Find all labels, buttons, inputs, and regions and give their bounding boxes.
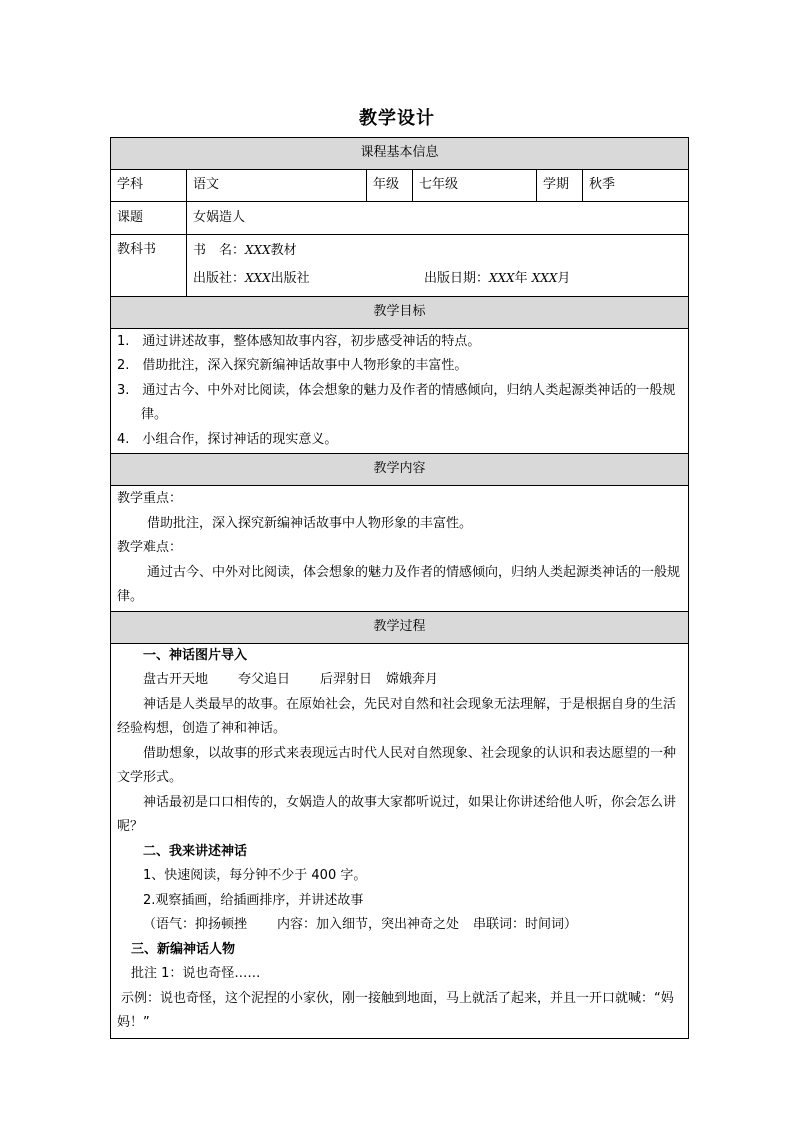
process-body — [111, 643, 689, 1038]
book-name-value: XXX — [245, 243, 271, 257]
book-name-label: 书 名： — [193, 243, 246, 258]
objectives-row — [111, 328, 689, 454]
basic-info-header: 课程基本信息 — [111, 138, 689, 170]
process-header: 教学过程 — [111, 611, 689, 643]
myth-item: 嫦娥奔月 — [386, 672, 439, 687]
objectives-list — [111, 328, 689, 454]
objective-item: 4. 小组合作，探讨神话的现实意义。 — [117, 431, 338, 447]
section-2-step: 1、快速阅读，每分钟不少于 400 字。 — [143, 868, 367, 883]
pubdate-label: 出版日期： — [423, 270, 489, 286]
myth-item: 盘古开天地 — [143, 672, 209, 687]
book-name-suffix: 教材 — [270, 243, 297, 258]
process-row — [111, 643, 689, 1038]
subject-row — [111, 170, 689, 202]
textbook-info — [187, 235, 689, 297]
publisher-value: XXX — [245, 270, 271, 285]
textbook-label: 教科书 — [111, 235, 187, 297]
term-label: 学期 — [537, 170, 583, 202]
section-1-paragraph: 神话是人类最早的故事。在原始社会，先民对自然和社会现象无法理解，于是根据自身的生活经验构想，创造了神和神话。 — [117, 696, 677, 736]
difficult-point-label: 教学难点： — [117, 540, 183, 555]
key-point-text: 借助批注，深入探究新编神话故事中人物形象的丰富性。 — [147, 515, 473, 531]
objective-item: 3. 通过古今、中外对比阅读，体会想象的魅力及作者的情感倾向，归纳人类起源类神话的一般规律。 — [117, 382, 676, 422]
topic-label: 课题 — [111, 202, 187, 235]
publisher-suffix: 出版社 — [270, 270, 310, 286]
tone-note: （语气：抑扬顿挫 — [143, 917, 248, 932]
pub-year-value: XXX — [488, 270, 515, 285]
difficult-point-text: 通过古今、中外对比阅读，体会想象的魅力及作者的情感倾向，归纳人类起源类神话的一般规律。 — [117, 564, 681, 604]
section-1-paragraph: 神话最初是口口相传的，女娲造人的故事大家都听说过，如果让你讲述给他人听，你会怎么讲呢？ — [117, 794, 677, 834]
textbook-row — [111, 235, 689, 297]
objective-item: 1. 通过讲述故事，整体感知故事内容，初步感受神话的特点。 — [117, 333, 481, 349]
topic-row — [111, 202, 689, 235]
content-header: 教学内容 — [111, 454, 689, 486]
myth-item: 夸父追日 — [238, 672, 291, 687]
publisher-label: 出版社： — [193, 270, 246, 286]
page-title: 教学设计 — [359, 108, 435, 129]
connector-note: 串联词：时间词） — [473, 917, 578, 932]
section-2-notes — [117, 913, 682, 938]
pub-year-suffix: 年 — [514, 270, 532, 286]
subject-value: 语文 — [187, 170, 367, 202]
grade-label: 年级 — [367, 170, 413, 202]
example-paragraph: 示例：说也奇怪，这个泥捏的小家伙，刚一接触到地面，马上就活了起来，并且一开口就喊：“妈妈！” — [117, 990, 674, 1030]
content-note: 内容：加入细节，突出神奇之处 — [277, 917, 460, 932]
book-name-line — [193, 238, 682, 264]
section-2-title: 二、我来讲述神话 — [143, 843, 248, 859]
section-1-title: 一、神话图片导入 — [143, 647, 248, 663]
pub-month-value: XXX — [531, 270, 558, 285]
section-3-title: 三、新编神话人物 — [131, 941, 236, 957]
key-point-label: 教学重点： — [117, 491, 183, 506]
objectives-header: 教学目标 — [111, 296, 689, 328]
content-body — [111, 486, 689, 612]
term-value: 秋季 — [583, 170, 689, 202]
content-row — [111, 486, 689, 612]
myth-item: 后羿射日 — [320, 672, 373, 687]
objective-item: 2. 借助批注，深入探究新编神话故事中人物形象的丰富性。 — [117, 358, 468, 373]
section-2-step: 2.观察插画，给插画排序，并讲述故事 — [143, 892, 364, 908]
annotation-1: 批注 1：说也奇怪…… — [131, 966, 261, 981]
pub-month-suffix: 月 — [557, 270, 571, 286]
section-1-paragraph: 借助想象，以故事的形式来表现远古时代人民对自然现象、社会现象的认识和表达愿望的一种文学形式。 — [117, 745, 677, 785]
lesson-plan-table — [110, 137, 689, 1039]
topic-value: 女娲造人 — [187, 202, 689, 235]
publisher-line — [193, 264, 682, 293]
subject-label: 学科 — [111, 170, 187, 202]
grade-value: 七年级 — [413, 170, 537, 202]
myth-list — [117, 668, 682, 693]
